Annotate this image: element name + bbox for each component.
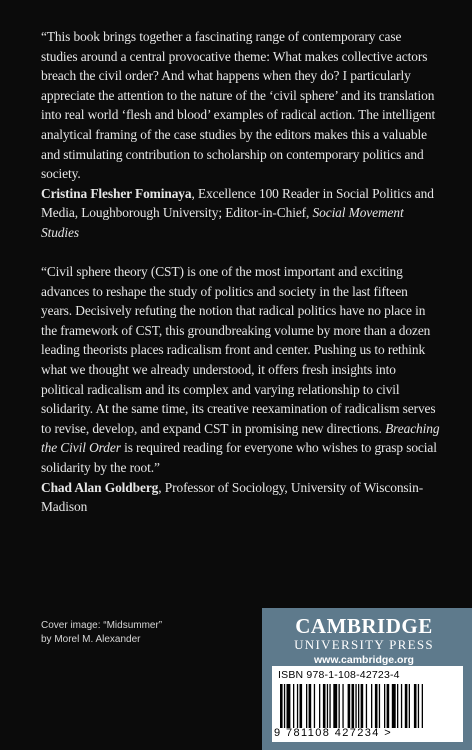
barcode-bar (397, 684, 398, 728)
endorsement-2 (41, 262, 441, 517)
endorsement-1-attribution (41, 184, 441, 243)
barcode-bar (418, 684, 419, 728)
endorsement-2-book-title: Breaching the Civil Order (41, 420, 440, 456)
barcode-bar (339, 684, 340, 728)
publisher-press: UNIVERSITY PRESS (294, 637, 434, 652)
endorser-1-affiliation: , Excellence 100 Reader in Social Politics and Media, Loughborough University; Editor-in-Chief, (41, 185, 434, 221)
barcode-bar (405, 684, 408, 728)
endorsement-2-text-a: “Civil sphere theory (CST) is one of the most important and exciting advances to reshape the study of politics and society in the last fifteen years. Decisively refuting the notion that radical politics have no place in the framework of CST, this groundbreaking volume by more than a dozen leading theorists places radicalism front and center. Pushing us to rethink what we thought we already understood, it offers fresh insights into political radicalism and its complex and varying relationship to civil solidarity. At the same time, its creative reexamination of radicalism serves to revise, develop, and expand CST in promising new directions. (41, 264, 436, 436)
ean-digits: 9 781108 427234 > (274, 727, 393, 739)
barcode-bar (366, 684, 367, 728)
endorser-1-journal: Social Movement Studies (41, 205, 404, 240)
barcode-bar (358, 684, 359, 728)
barcode-bar (361, 684, 364, 728)
barcode-bar (280, 684, 283, 728)
barcode-bar (333, 684, 337, 728)
endorsement-2-attribution (41, 478, 441, 517)
endorsement-1-text: “This book brings together a fascinating range of contemporary case studies around a central provocative theme: What makes collective actors breach the civil order? And what happens when they do? I particularly appreciate the attention to the nature of the ‘civil sphere’ and its translation into real world ‘flesh and blood’ examples of radical action. The intelligent analytical framing of the case studies by the editors makes this a valuable and stimulating contribution to scholarship on contemporary politics and society. (41, 29, 436, 182)
barcode-bar (409, 684, 410, 728)
endorser-1-name: Cristina Flesher Fominaya (41, 185, 192, 201)
barcode-bar (300, 684, 303, 728)
barcode-bar (348, 684, 351, 728)
cover-image-credit (41, 619, 162, 647)
barcode-bar (387, 684, 390, 728)
barcode-bar (379, 684, 380, 728)
isbn-label: ISBN 978-1-108-42723-4 (278, 669, 400, 681)
barcode-bar (355, 684, 356, 728)
barcode-bar (287, 684, 291, 728)
barcode-bar (293, 684, 294, 728)
barcode-bar (414, 684, 417, 728)
barcode-bar (319, 684, 320, 728)
barcode-bar (392, 684, 396, 728)
endorser-2-affiliation: , Professor of Sociology, University of Wisconsin-Madison (41, 479, 424, 515)
barcode-icon (280, 684, 454, 728)
publisher-url: www.cambridge.org (314, 654, 414, 666)
barcode-bar (323, 684, 326, 728)
barcode-bar (384, 684, 385, 728)
barcode-bar (371, 684, 372, 728)
barcode-bar (401, 684, 402, 728)
barcode-box (272, 666, 463, 742)
endorsement-2-text-b: is required reading for everyone who wishes to grasp social solidarity by the root.” (41, 440, 437, 475)
endorsement-2-text (41, 262, 441, 478)
barcode-bar (329, 684, 330, 728)
barcode-bar (422, 684, 423, 728)
barcode-bar (309, 684, 312, 728)
barcode-bar (327, 684, 328, 728)
cover-credit-line-1: Cover image: “Midsummer” (41, 620, 163, 631)
barcode-bar (342, 684, 343, 728)
barcode-bar (314, 684, 315, 728)
barcode-bar (306, 684, 307, 728)
barcode-bar (375, 684, 378, 728)
publisher-name: CAMBRIDGE (295, 614, 433, 638)
cover-credit-line-2: by Morel M. Alexander (41, 634, 141, 645)
endorsement-1 (41, 27, 441, 243)
endorser-2-name: Chad Alan Goldberg (41, 479, 159, 495)
barcode-bar (352, 684, 355, 728)
barcode-bar (297, 684, 298, 728)
barcode-bar (284, 684, 285, 728)
